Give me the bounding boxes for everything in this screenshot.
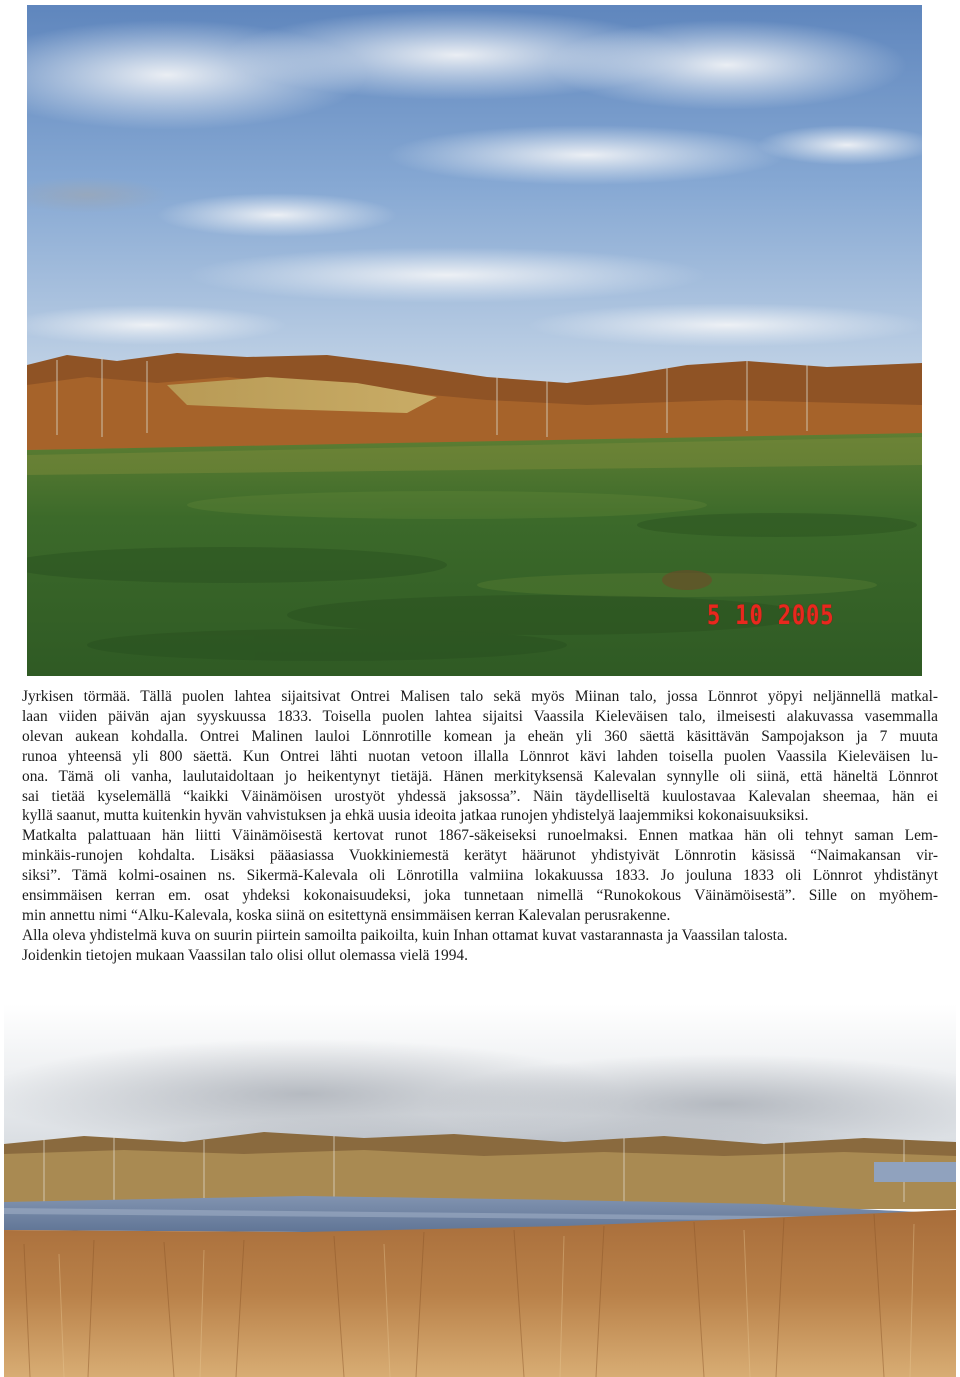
lake-photo-drawing [4, 1004, 956, 1377]
text-line: kyllä saanut, mutta kuitenkin hyvän vahvistuksen ja ehkä uusia ideoita jatkaa runojen yhdistelyä laajemmiksi kokonaisuuksiksi. [22, 807, 809, 825]
photo-datestamp: 5 10 2005 [707, 600, 835, 631]
text-line: sai tietää kyselemällä “kaikki Väinämöisen urostyöt yhdessä jaksossa”. Näin täydelliseltä kuulostavaa Kalevalan sheemaa, hän ei [22, 787, 938, 805]
text-line: min annettu nimi “Alku-Kalevala, koska siinä on esitettynä ensimmäisen kerran Kalevalan perusrakenne. [22, 906, 671, 924]
text-line: laan viiden päivän ajan syyskuussa 1833. Toisella puolen lahtea sijaitsi Vaassila Kieleväisen talo, ilmeisesti alakuvassa vasemmalla [22, 707, 938, 725]
text-line: ona. Tämä oli vanha, laulutaidoltaan jo heikentynyt tietäjä. Hänen merkityksensä Kalevalan synnylle oli siinä, että häneltä Lönnrot [22, 767, 938, 785]
text-line: minkäis-runojen kohdalta. Lisäksi pääasiassa Vuokkiniemestä kerätyt häärunot yhdistyivät Lönnrotin käsissä “Naimakansan vir- [22, 847, 938, 865]
text-line: olevan aukean kohdalla. Ontrei Malinen lauloi Lönnrotille komean ja eheän yli 360 säettä käsittävän Sampojakson ja 7 muuta [22, 727, 938, 745]
meadow-photo-drawing [27, 5, 922, 676]
landscape-photo-lake [4, 1004, 956, 1377]
landscape-photo-meadow [27, 5, 922, 676]
text-line: Matkalta palattuaan hän liitti Väinämöisestä kertovat runot 1867-säkeiseksi runoelmaksi. Ennen matkaa hän oli tehnyt saman Lem- [22, 827, 938, 845]
text-line: Jyrkisen törmää. Tällä puolen lahtea sijaitsivat Ontrei Malisen talo sekä myös Miinan talo, jossa Lönnrot yöpyi neljännellä matkal- [22, 688, 938, 705]
text-line: siksi”. Tämä kolmi-osainen ns. Sikermä-Kalevala oli Lönrotilla valmiina lokakuussa 1833. Jo jouluna 1833 oli Lönnrot yhdistänyt [22, 867, 938, 885]
article-text [22, 687, 938, 966]
text-line: Joidenkin tietojen mukaan Vaassilan talo olisi ollut olemassa vielä 1994. [22, 946, 468, 964]
text-line: ensimmäisen kerran em. osat yhdeksi kokonaisuudeksi, joka tunnetaan nimellä “Runokokous Väinämöisestä”. Sille on myöhem- [22, 887, 938, 905]
text-line: runoa yhteensä yli 800 säettä. Kun Ontrei lähti nuotan vetoon illalla Lönnrot kävi lahden toisella puolen Vaassila Kieleväisen lu- [22, 747, 938, 765]
text-line: Alla oleva yhdistelmä kuva on suurin piirtein samoilta paikoilta, kuin Inhan ottamat kuvat vastarannasta ja Vaassilan talosta. [22, 926, 788, 944]
